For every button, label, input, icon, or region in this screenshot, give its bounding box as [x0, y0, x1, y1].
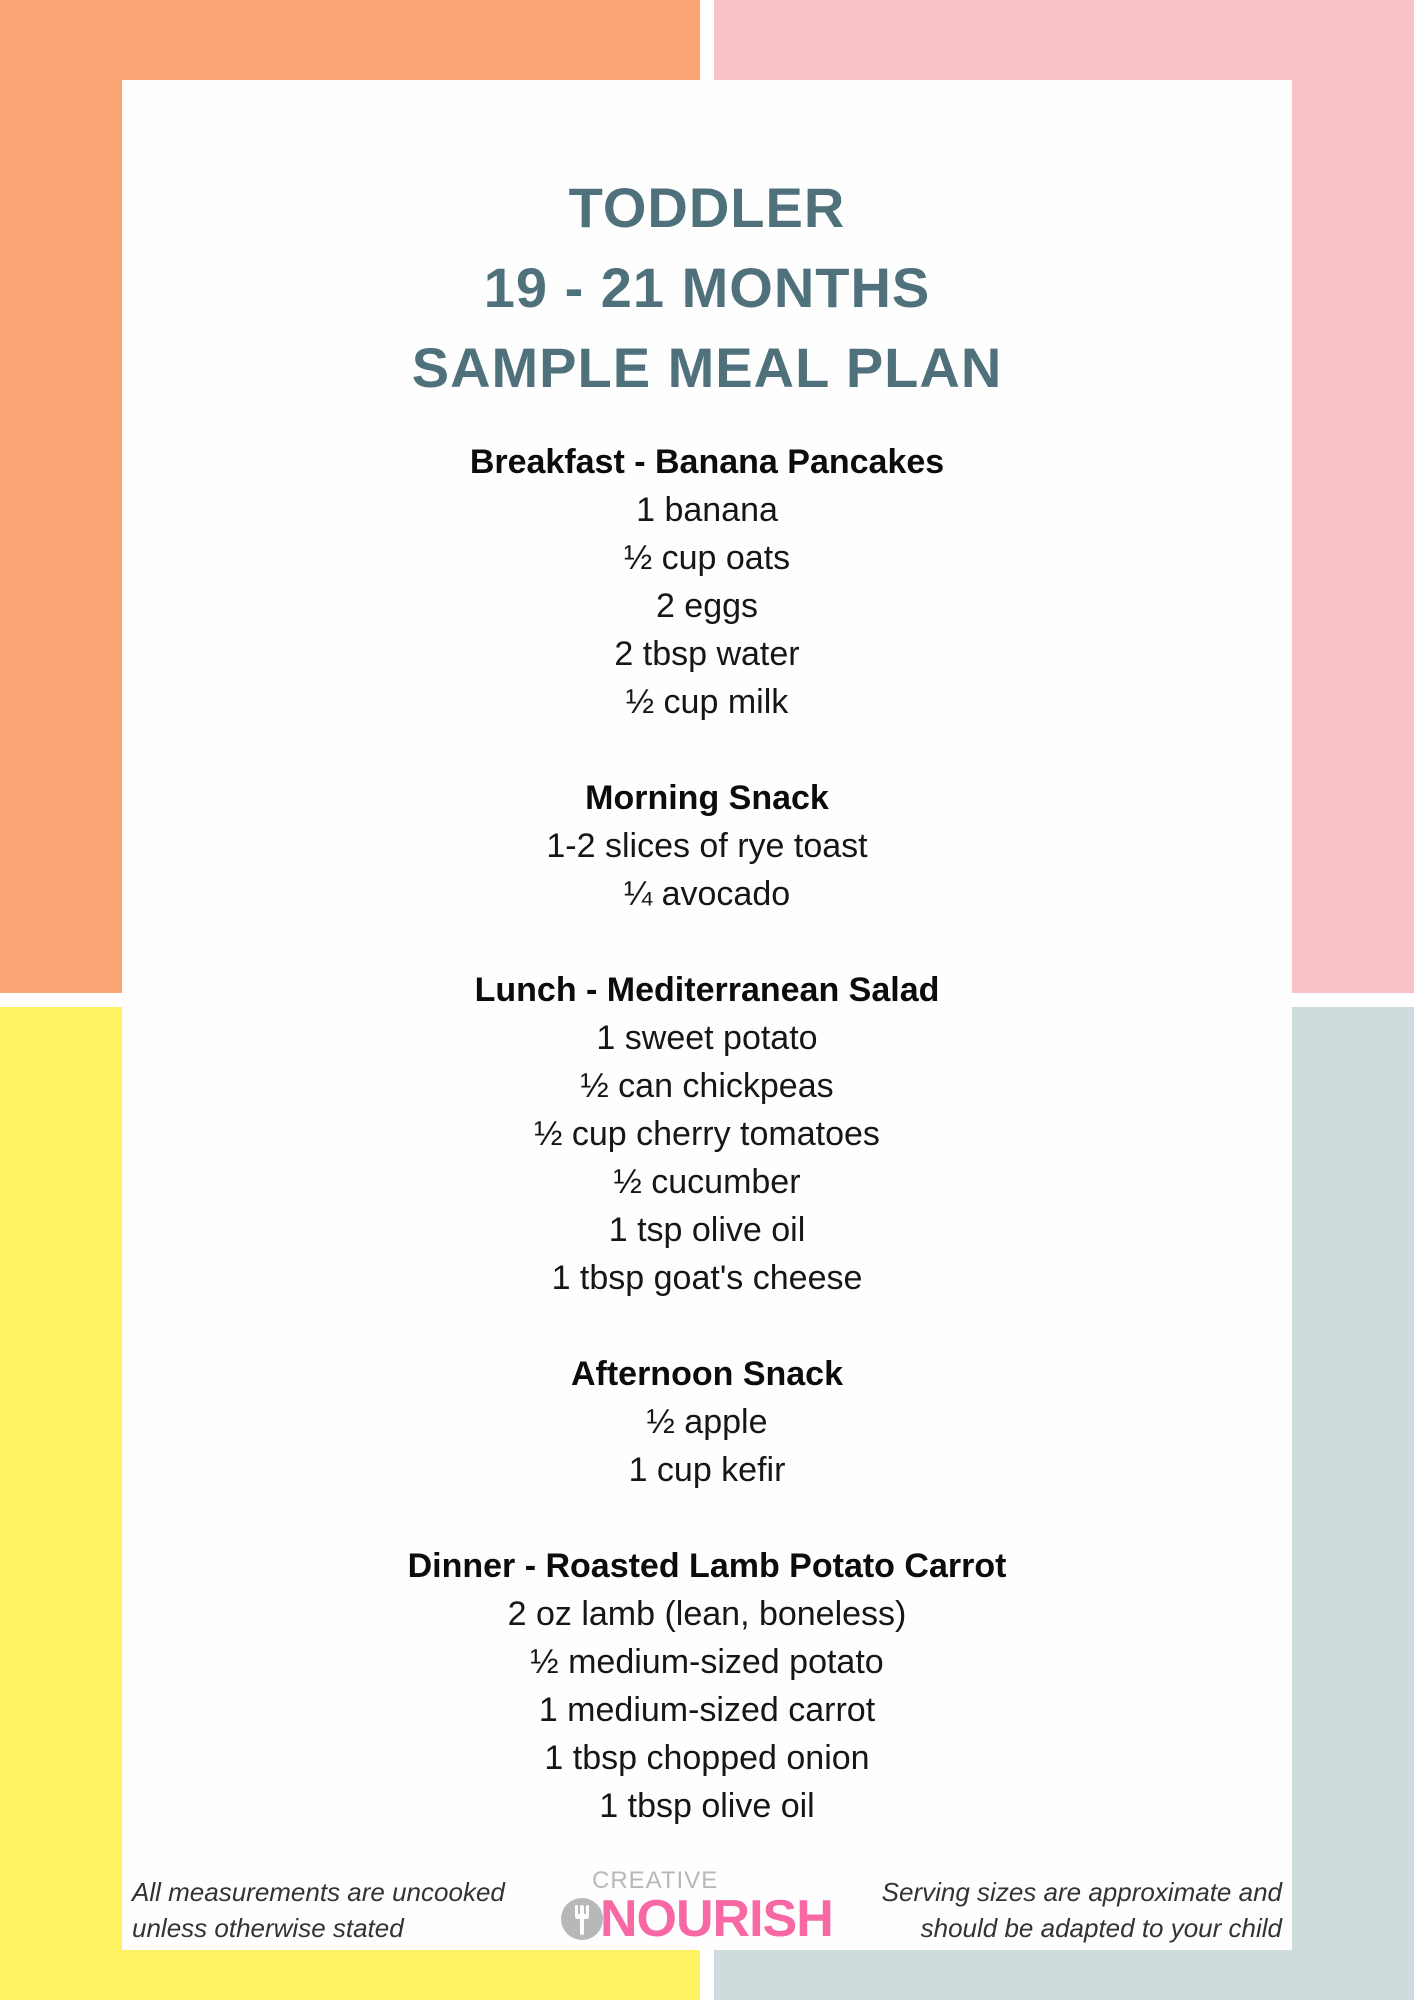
meal-section [122, 774, 1292, 918]
meal-heading: Breakfast - Banana Pancakes [469, 443, 945, 481]
meal-heading: Morning Snack [585, 779, 829, 817]
ingredient-item: 1 sweet potato [596, 1019, 818, 1057]
ingredient-item: ½ apple [646, 1403, 768, 1441]
ingredient-item: 1 medium-sized carrot [538, 1691, 876, 1729]
ingredient-item: 1 tbsp chopped onion [544, 1739, 870, 1777]
logo-big-text: NOURISH [600, 1890, 833, 1948]
serving-size-note-line-1: Serving sizes are approximate and [881, 1877, 1282, 1907]
meal-heading: Dinner - Roasted Lamb Potato Carrot [407, 1547, 1007, 1585]
ingredient-item: 2 eggs [655, 587, 759, 625]
meal-plan-card [122, 80, 1292, 1950]
ingredient-item: 2 oz lamb (lean, boneless) [507, 1595, 907, 1633]
meal-section [122, 438, 1292, 726]
title-line-2: 19 - 21 MONTHS [483, 256, 931, 319]
ingredient-item: ½ cup milk [625, 683, 789, 721]
fork-plate-icon [560, 1897, 604, 1941]
creative-nourish-logo [560, 1868, 860, 1948]
title-line-1: TODDLER [568, 176, 846, 239]
meal-section [122, 1350, 1292, 1494]
ingredient-item: 1 banana [636, 491, 778, 529]
page-title [122, 168, 1292, 408]
ingredient-item: 1 tsp olive oil [608, 1211, 806, 1249]
meal-heading: Lunch - Mediterranean Salad [474, 971, 940, 1009]
ingredient-item: ½ cup cherry tomatoes [534, 1115, 880, 1153]
ingredient-item: ½ can chickpeas [580, 1067, 834, 1105]
ingredient-item: 1 tbsp olive oil [599, 1787, 815, 1825]
serving-size-note [862, 1874, 1282, 1946]
ingredient-item: ¼ avocado [623, 875, 791, 913]
ingredient-item: ½ cup oats [623, 539, 791, 577]
measurement-note-line-2: unless otherwise stated [132, 1913, 404, 1943]
meal-heading: Afternoon Snack [570, 1355, 844, 1393]
logo-small-text: CREATIVE [592, 1867, 719, 1894]
ingredient-item: 1 cup kefir [628, 1451, 786, 1489]
ingredient-item: 1-2 slices of rye toast [546, 827, 868, 865]
measurement-note [132, 1874, 532, 1946]
measurement-note-line-1: All measurements are uncooked [132, 1877, 505, 1907]
serving-size-note-line-2: should be adapted to your child [920, 1913, 1282, 1943]
meal-section [122, 1542, 1292, 1830]
title-line-3: SAMPLE MEAL PLAN [411, 336, 1003, 399]
meal-list [122, 438, 1292, 1878]
ingredient-item: ½ medium-sized potato [530, 1643, 884, 1681]
ingredient-item: 1 tbsp goat's cheese [551, 1259, 863, 1297]
ingredient-item: 2 tbsp water [614, 635, 800, 673]
ingredient-item: ½ cucumber [613, 1163, 801, 1201]
meal-section [122, 966, 1292, 1302]
